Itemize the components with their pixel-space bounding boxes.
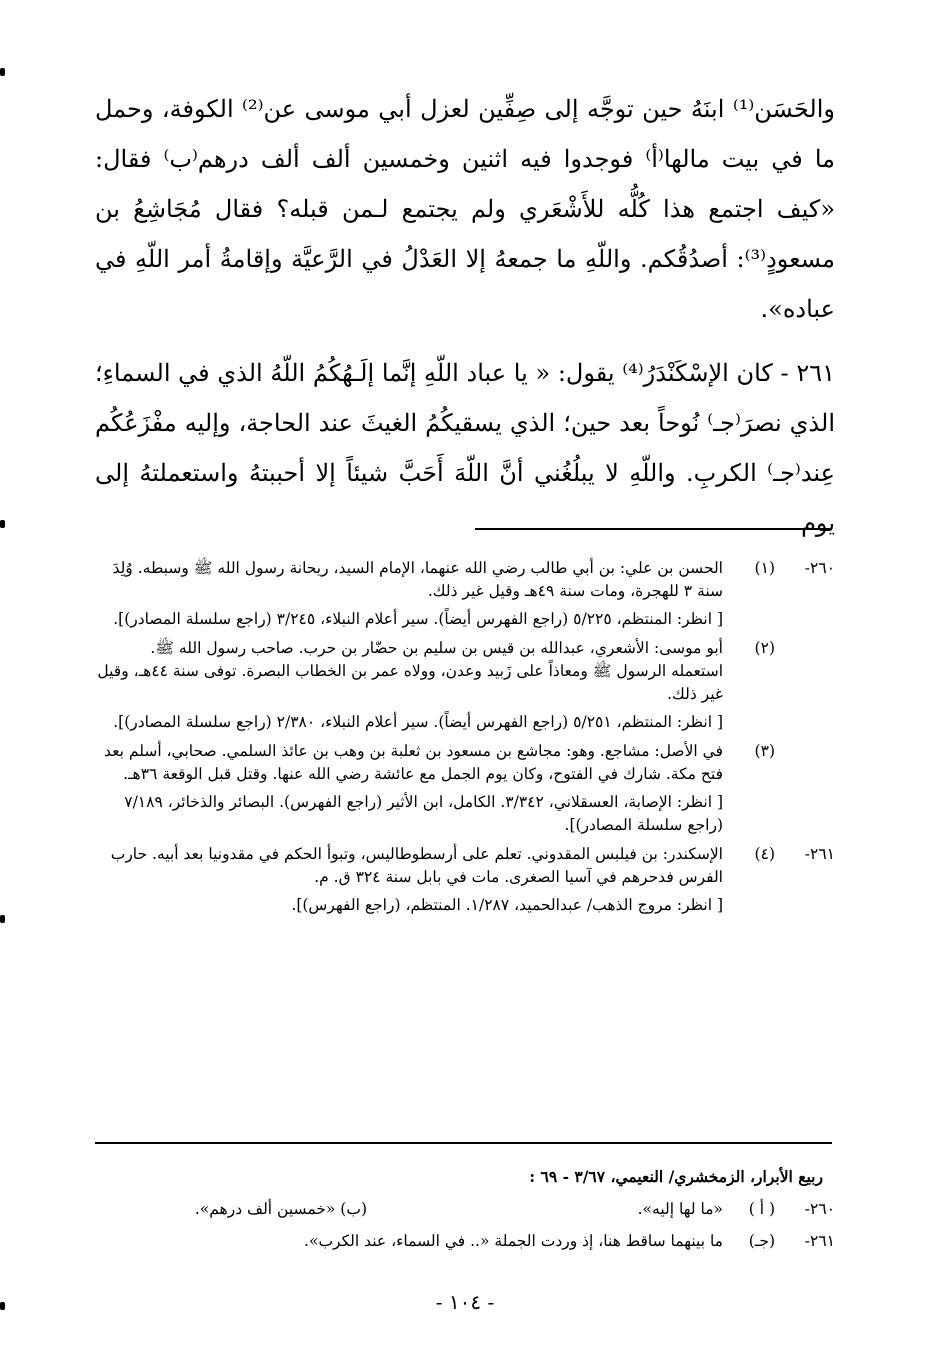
footnote-reference: [ انظر: مروج الذهب/ عبدالحميد، ١/٢٨٧. المنتظم، (راجع الفهرس)]. [291,896,723,914]
variant-marker: ( أ ) [748,1200,775,1218]
footnote-text: الإسكندر: بن فيلبس المقدوني. تعلم على أرسطوطاليس، وتبوأ الحكم في مقدونيا بعد أبيه. حارب الفرس فدحرهم في آسيا الصغرى. مات في بابل سنة ٣٢٤ ق. م. [110,845,723,886]
footnote-marker: (٤) [754,845,775,863]
footnote-text: أبو موسى: الأشعري، عبدالله بن قيس بن سليم بن حضّار بن حرب. صاحب رسول الله ﷺ. استعمله الرسول ﷺ ومعاذاً على زَبيد وعدن، وولاه عمر بن الخطاب البصرة. توفى سنة ٤٤هـ، وقيل غير ذلك. [97,639,723,703]
footnote-marker: (٢) [754,639,775,657]
variant-marker: (جـ) [748,1232,775,1250]
main-text [95,84,835,548]
scan-mark [0,915,5,923]
scan-mark [0,68,5,76]
footnote-separator [475,528,830,530]
variants-separator [95,1142,832,1144]
page-number: - ١٠٤ - [435,1290,495,1314]
footnote-entry-number: ٢٦١- [804,845,835,863]
footnote-text: الحسن بن علي: بن أبي طالب رضي الله عنهما، الإمام السيد، ريحانة رسول الله ﷺ وسبطه. وُلِدَ سنة ٣ للهجرة، ومات سنة ٤٩هـ وقيل غير ذلك. [112,559,723,600]
footnotes [95,557,835,923]
scan-mark [0,1302,5,1310]
footnote-reference: [ انظر: الإصابة، العسقلاني، ٣/٣٤٢. الكامل، ابن الأثير (راجع الفهرس). البصائر والذخائر، ٧/١٨٩ (راجع سلسلة المصادر)]. [124,793,723,834]
footnote-entry-number: ٢٦٠- [804,559,835,577]
footnote-reference: [ انظر: المنتظم، ٥/٢٢٥ (راجع الفهرس أيضاً). سير أعلام النبلاء، ٣/٢٤٥ (راجع سلسلة المصادر)]. [113,610,723,628]
footnote-reference: [ انظر: المنتظم، ٥/٢٥١ (راجع الفهرس أيضاً). سير أعلام النبلاء، ٢/٣٨٠ (راجع سلسلة المصادر)]. [113,713,723,731]
variant-text: «ما لها إليه». [637,1200,723,1218]
variant-row-261 [95,1225,835,1257]
variant-text: ما بينهما ساقط هنا، إذ وردت الجملة «.. في السماء، عند الكرب». [304,1232,723,1250]
textual-variants [95,1161,835,1257]
paragraph-261: ٢٦١ - كان الإسْكَنْدَرُ⁽⁴⁾ يقول: « يا عباد اللّهِ إنَّما إلَـهُكُمُ اللّهُ الذي في السماءِ؛ الذي نصرَ⁽جـ⁾ نُوحاً بعد حين؛ الذي يسقيكُمُ الغيثَ عند الحاجة، وإليه مفْزَعُكُم عِند⁽جـ⁾ الكربِ. واللّهِ لا يبلُغُني أنَّ اللّهَ أَحَبَّ شيئاً إلا أحببتهُ واستعملتهُ إلى يوم [95,359,836,537]
variant-entry-number: ٢٦٠- [804,1200,835,1218]
variant-text-b: (ب) «خمسين ألف درهم». [194,1200,367,1218]
footnote-text: في الأصل: مشاجع. وهو: مجاشع بن مسعود بن ثعلبة بن وهب بن عائذ السلمي. صحابي، أسلم بعد فتح مكة. شارك في الفتوح، وكان يوم الجمل مع عائشة رضي الله عنها. وقتل قبل الوقعة ٣٦هـ. [104,742,723,783]
variants-heading: ربيع الأبرار، الزمخشري/ النعيمي، ٣/٦٧ - ٦٩ : [529,1167,823,1186]
scan-mark [0,520,5,528]
footnote-1 [95,557,835,631]
footnote-3 [95,740,835,837]
variant-row-260 [95,1193,835,1225]
footnote-marker: (٣) [754,742,775,760]
paragraph-260-continuation: والحَسَن⁽¹⁾ ابنَهُ حين توجَّه إلى صِفِّين لعزل أبي موسى عن⁽²⁾ الكوفة، وحمل ما في بيت مالها⁽أ⁾ فوجدوا فيه اثنين وخمسين ألف ألف درهم⁽ب⁾ فقال: «كيف اجتمع هذا كُلُّه للأَشْعَري ولم يجتمع لـمن قبله؟ فقال مُجَاشِعُ بن مسعودٍ⁽³⁾: أصدُقُكم. واللّهِ ما جمعهُ إلا العَدْلُ في الرَّعيَّة وإقامةُ أمر اللّهِ في عباده». [95,95,835,323]
footnote-2 [95,637,835,734]
footnote-4 [95,843,835,917]
footnote-marker: (١) [754,559,775,577]
variant-entry-number: ٢٦١- [804,1232,835,1250]
